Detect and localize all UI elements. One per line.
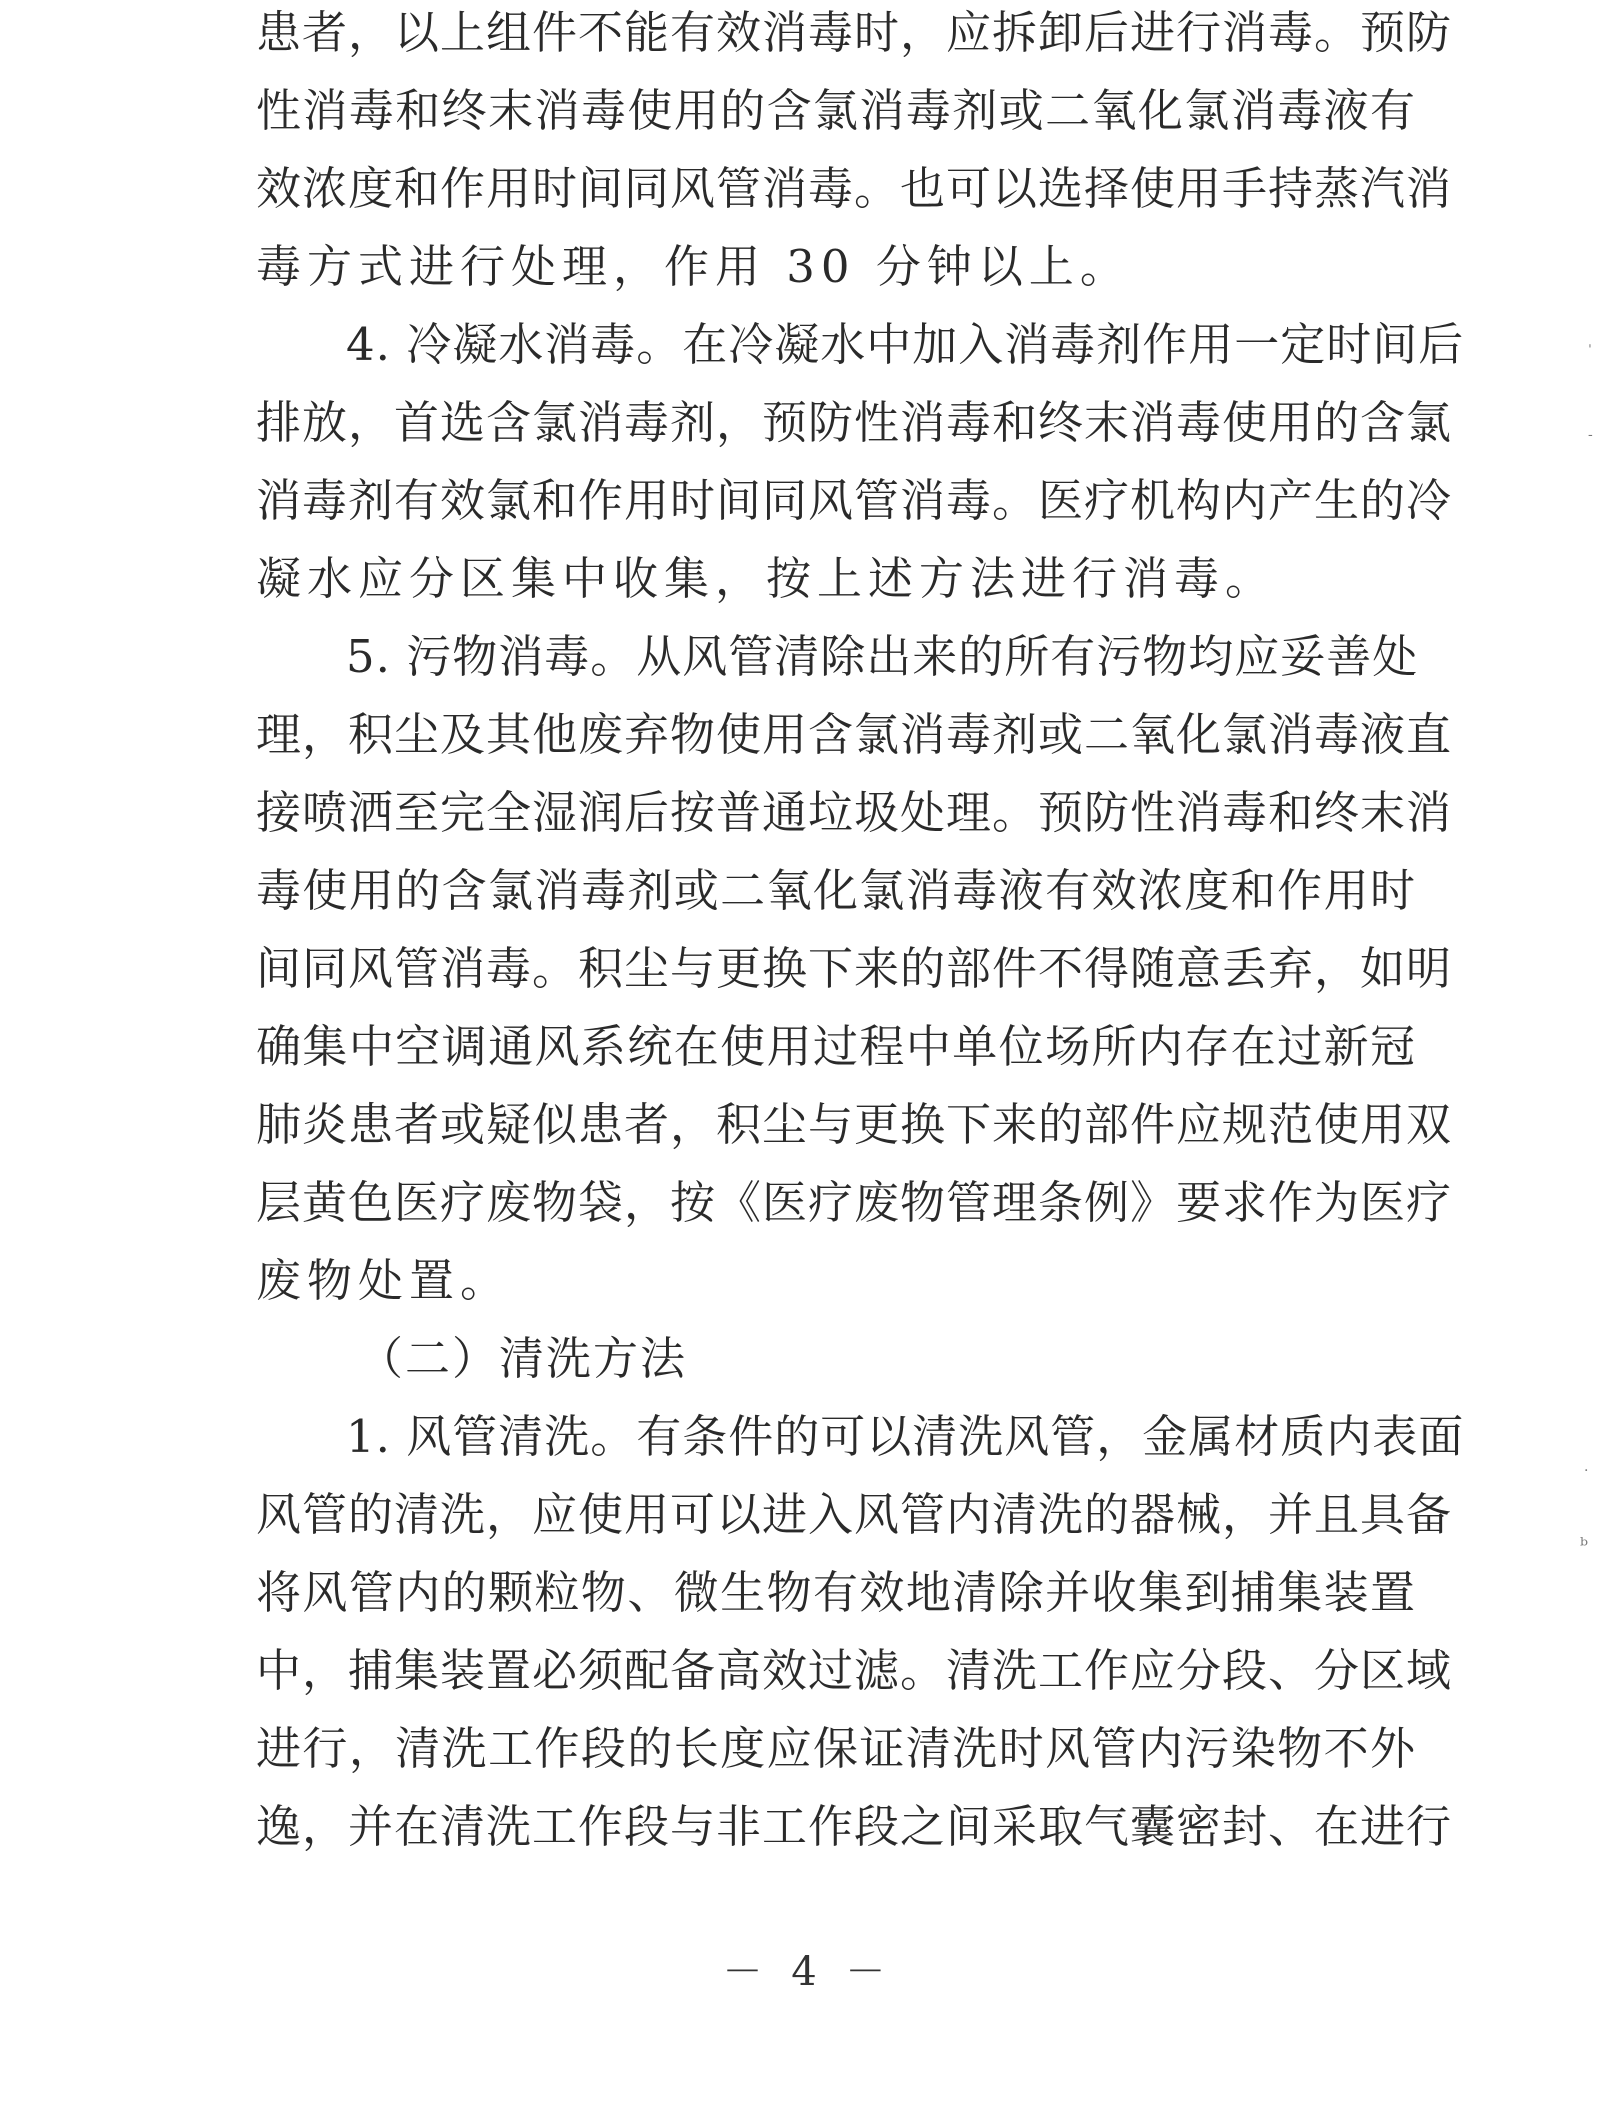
text-line: 消毒剂有效氯和作用时间同风管消毒。医疗机构内产生的冷 (256, 474, 1453, 527)
text-line: 接喷洒至完全湿润后按普通垃圾处理。预防性消毒和终末消 (256, 786, 1453, 839)
text-line: 间同风管消毒。积尘与更换下来的部件不得随意丢弃，如明 (256, 942, 1453, 995)
text-line: 风管的清洗，应使用可以进入风管内清洗的器械，并且具备 (256, 1488, 1453, 1541)
text-line: 患者，以上组件不能有效消毒时，应拆卸后进行消毒。预防 (256, 6, 1453, 59)
text-line: 中，捕集装置必须配备高效过滤。清洗工作应分段、分区域 (256, 1644, 1453, 1697)
scan-speck: ˈ (1588, 343, 1592, 359)
text-line: 废物处置。 (256, 1254, 512, 1307)
text-line: 肺炎患者或疑似患者，积尘与更换下来的部件应规范使用双 (256, 1098, 1453, 1151)
text-line: 层黄色医疗废物袋，按《医疗废物管理条例》要求作为医疗 (256, 1176, 1453, 1229)
page-number: － 4 － (722, 1949, 894, 1995)
text-line: 理，积尘及其他废弃物使用含氯消毒剂或二氧化氯消毒液直 (256, 708, 1453, 761)
text-line: 4. 冷凝水消毒。在冷凝水中加入消毒剂作用一定时间后 (346, 318, 1465, 371)
text-line: 凝水应分区集中收集，按上述方法进行消毒。 (256, 552, 1277, 605)
scan-speck: ᵇ (1580, 1533, 1588, 1557)
text-line: 排放，首选含氯消毒剂，预防性消毒和终末消毒使用的含氯 (256, 396, 1453, 449)
text-line: 确集中空调通风系统在使用过程中单位场所内存在过新冠 (256, 1020, 1416, 1073)
scan-speck: · (1584, 1463, 1589, 1479)
text-line: 逸，并在清洗工作段与非工作段之间采取气囊密封、在进行 (256, 1800, 1453, 1853)
text-line: 毒使用的含氯消毒剂或二氧化氯消毒液有效浓度和作用时 (256, 864, 1416, 917)
text-line: 效浓度和作用时间同风管消毒。也可以选择使用手持蒸汽消 (256, 162, 1453, 215)
text-line: 进行，清洗工作段的长度应保证清洗时风管内污染物不外 (256, 1722, 1416, 1775)
text-line: 性消毒和终末消毒使用的含氯消毒剂或二氧化氯消毒液有 (256, 84, 1416, 137)
text-line: 将风管内的颗粒物、微生物有效地清除并收集到捕集装置 (256, 1566, 1416, 1619)
scan-speck: - (1588, 427, 1593, 443)
text-line: 1. 风管清洗。有条件的可以清洗风管，金属材质内表面 (346, 1410, 1465, 1463)
text-line: 5. 污物消毒。从风管清除出来的所有污物均应妥善处 (346, 630, 1419, 683)
text-line: 毒方式进行处理，作用 30 分钟以上。 (256, 240, 1131, 293)
section-heading: （二）清洗方法 (358, 1332, 688, 1385)
